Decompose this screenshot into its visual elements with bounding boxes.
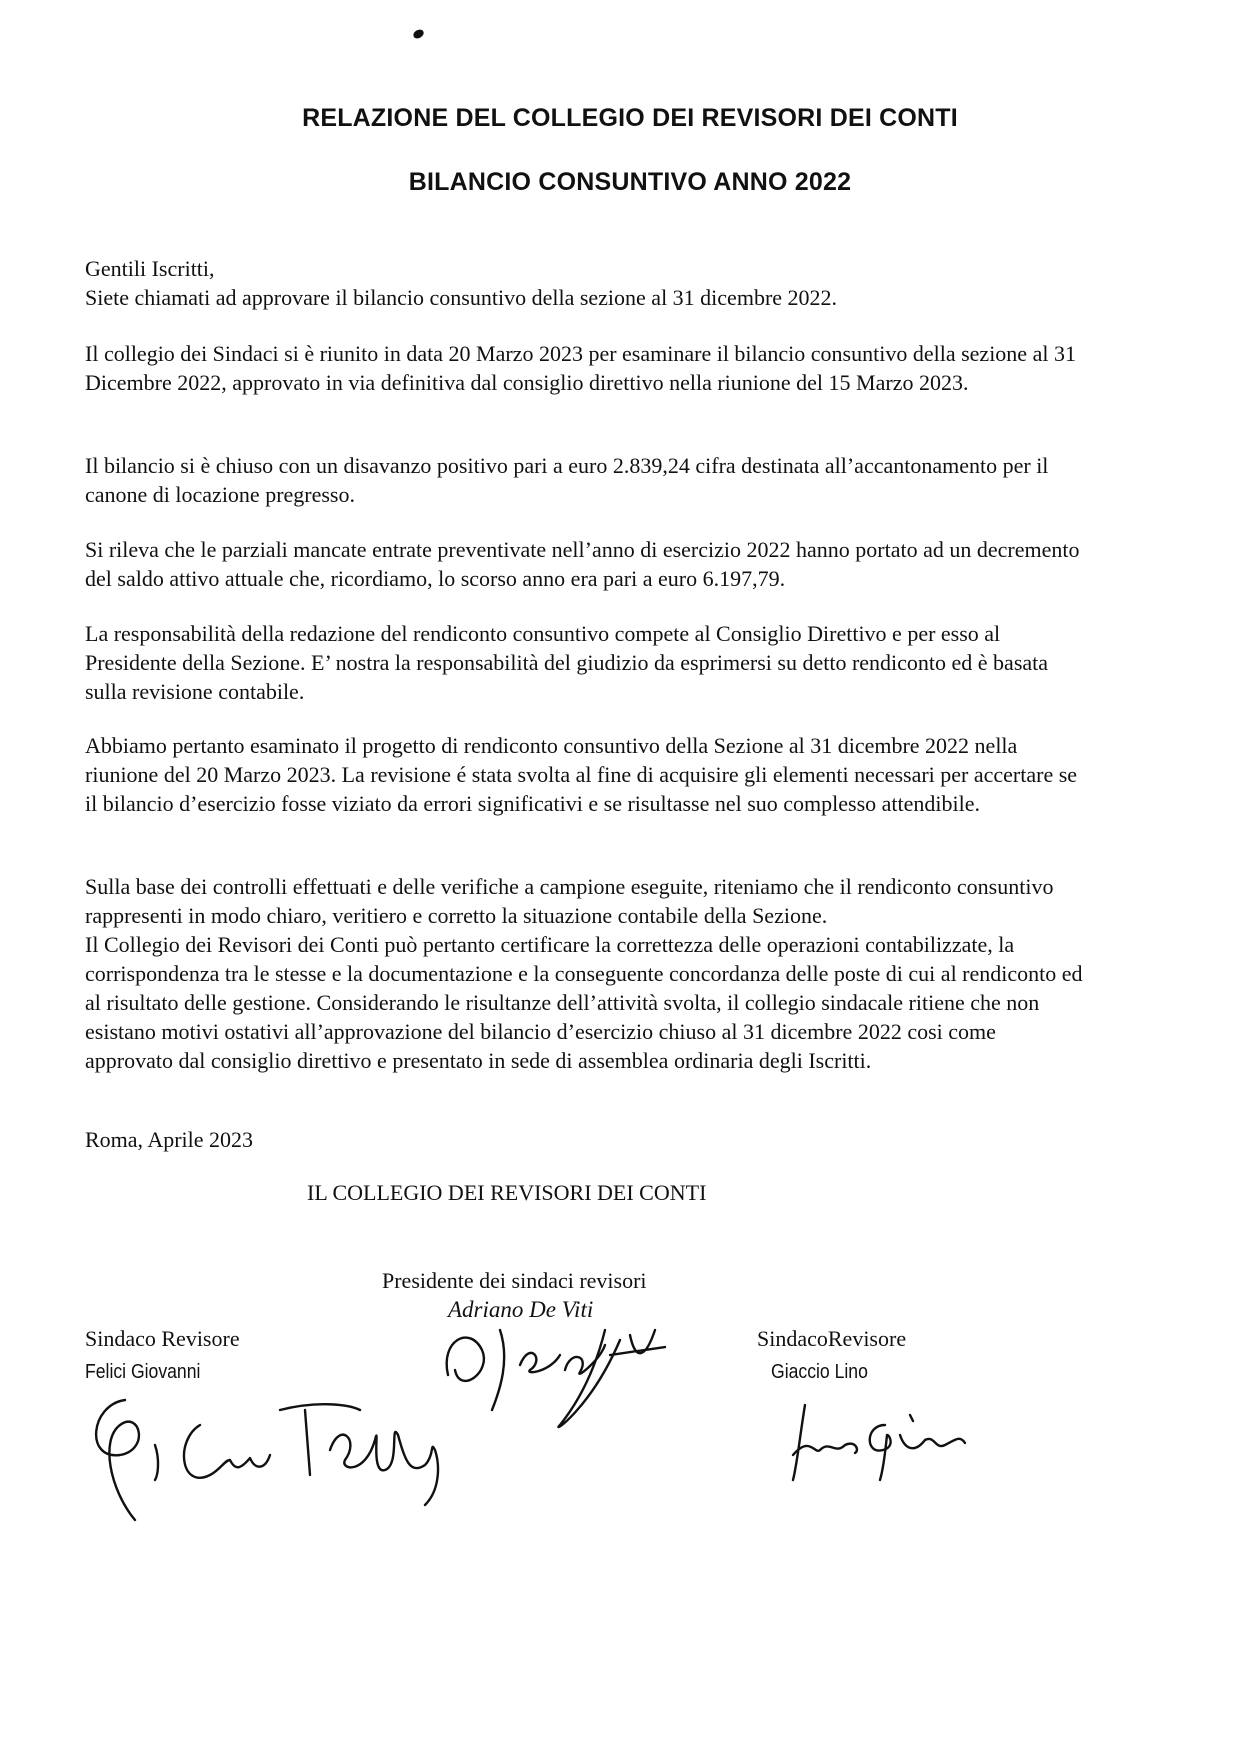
president-role: Presidente dei sindaci revisori — [382, 1268, 647, 1293]
right-signatory-role: SindacoRevisore — [757, 1326, 907, 1351]
president-name: Adriano De Viti — [448, 1297, 594, 1322]
document-subtitle: BILANCIO CONSUNTIVO ANNO 2022 — [408, 168, 852, 196]
paragraph-1: Siete chiamati ad approvare il bilancio consuntivo della sezione al 31 dicembre 2022. — [85, 285, 838, 310]
right-signatory-name: Giaccio Lino — [771, 1361, 868, 1383]
board-heading: IL COLLEGIO DEI REVISORI DEI CONTI — [307, 1180, 707, 1205]
left-signature — [80, 1380, 480, 1530]
paragraph-4: Si rileva che le parziali mancate entrate preventivate nell’anno di esercizio 2022 hanno portato ad un decremento del saldo attivo attuale che, ricordiamo, lo scorso anno era pari a euro 6.197,79. — [85, 537, 1080, 591]
document-title: RELAZIONE DEL COLLEGIO DEI REVISORI DEI CONTI — [302, 104, 958, 132]
scan-mark — [412, 28, 426, 40]
conclusion-block — [85, 872, 1085, 1075]
paragraph-3: Il bilancio si è chiuso con un disavanzo positivo pari a euro 2.839,24 cifra destinata all’accantonamento per il canone di locazione pregresso. — [85, 453, 1049, 507]
paragraph-5: La responsabilità della redazione del rendiconto consuntivo compete al Consiglio Direttivo e per esso al Presidente della Sezione. E’ nostra la responsabilità del giudizio da esprimersi su detto rendiconto ed è basata sulla revisione contabile. — [85, 621, 1049, 704]
greeting: Gentili Iscritti, — [85, 256, 215, 281]
paragraph-2: Il collegio dei Sindaci si è riunito in data 20 Marzo 2023 per esaminare il bilancio consuntivo della sezione al 31 Dicembre 2022, approvato in via definitiva dal consiglio direttivo nella riunione del 15 Marzo 2023. — [85, 341, 1076, 395]
left-signatory-role: Sindaco Revisore — [85, 1326, 240, 1351]
left-signatory-name: Felici Giovanni — [85, 1361, 201, 1383]
letter-body — [85, 254, 1085, 312]
right-signature — [775, 1395, 975, 1485]
paragraph-8: Il Collegio dei Revisori dei Conti può pertanto certificare la correttezza delle operazioni contabilizzate, la corrispondenza tra le stesse e la documentazione e la conseguente concordanza delle poste di cui al rendiconto ed al risultato delle gestione. Considerando le risultanze dell’attività svolta, il collegio sindacale ritiene che non esistano motivi ostativi all’approvazione del bilancio d’esercizio chiuso al 31 dicembre 2022 cosi come approvato dal consiglio direttivo e presentato in sede di assemblea ordinaria degli Iscritti. — [85, 932, 1083, 1073]
paragraph-6: Abbiamo pertanto esaminato il progetto di rendiconto consuntivo della Sezione al 31 dicembre 2022 nella riunione del 20 Marzo 2023. La revisione é stata svolta al fine di acquisire gli elementi necessari per accertare se il bilancio d’esercizio fosse viziato da errori significativi e se risultasse nel suo complesso attendibile. — [85, 733, 1078, 816]
paragraph-7: Sulla base dei controlli effettuati e delle verifiche a campione eseguite, riteniamo che il rendiconto consuntivo rappresenti in modo chiaro, veritiero e corretto la situazione contabile della Sezione. — [85, 874, 1054, 928]
place-date: Roma, Aprile 2023 — [85, 1127, 254, 1152]
